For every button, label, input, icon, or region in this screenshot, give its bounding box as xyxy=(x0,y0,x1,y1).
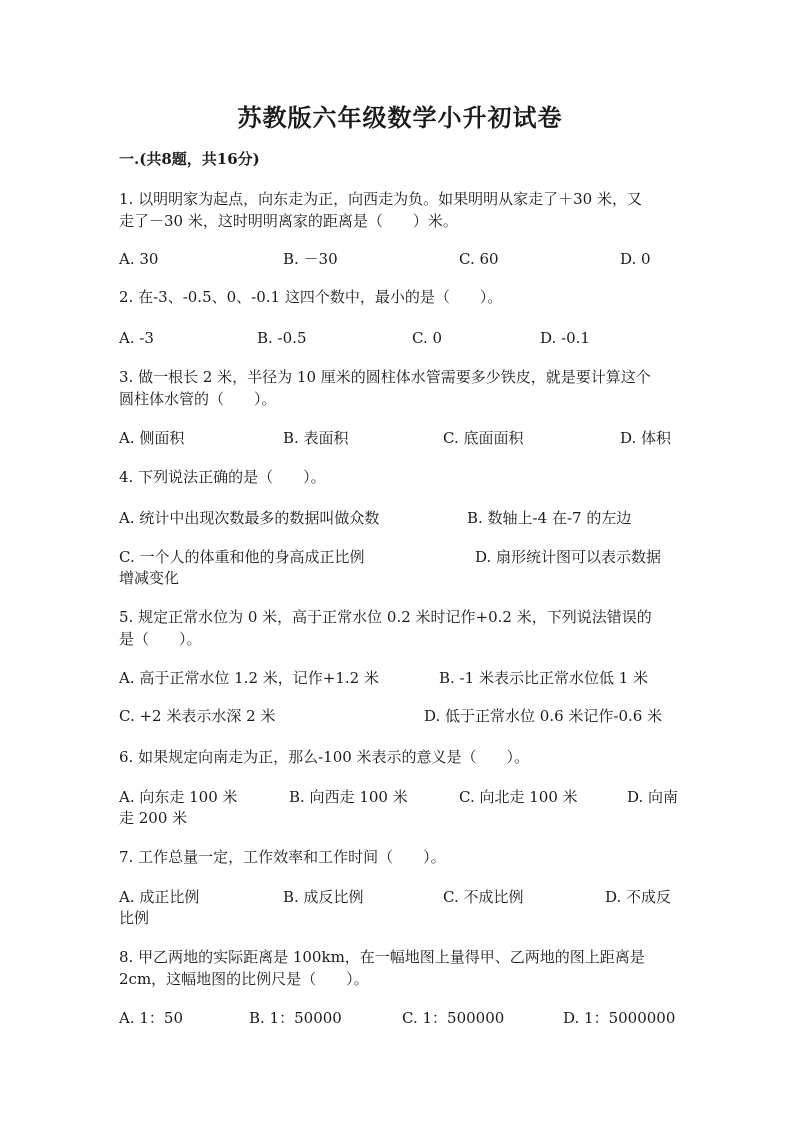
option-b: B. -1 米表示比正常水位低 1 米 xyxy=(439,669,649,687)
question-text: 4. 下列说法正确的是（ ）。 xyxy=(119,468,326,486)
question-1 xyxy=(119,188,679,232)
option-d-continued: 比例 xyxy=(119,909,150,927)
option-c: C. +2 米表示水深 2 米 xyxy=(119,707,276,725)
option-c: C. 向北走 100 米 xyxy=(459,788,578,806)
option-d: D. -0.1 xyxy=(540,329,590,347)
question-3 xyxy=(119,366,679,410)
option-d: D. 体积 xyxy=(620,429,672,447)
question-text: 2. 在-3、-0.5、0、-0.1 这四个数中，最小的是（ ）。 xyxy=(119,288,503,306)
question-text: 3. 做一根长 2 米，半径为 10 厘米的圆柱体水管需要多少铁皮，就是要计算这个 xyxy=(119,368,651,386)
option-a: A. 1：50 xyxy=(119,1009,183,1027)
option-b: B. 成反比例 xyxy=(283,888,364,906)
option-d: D. 扇形统计图可以表示数据 xyxy=(475,548,662,566)
question-text: 8. 甲乙两地的实际距离是 100km，在一幅地图上量得甲、乙两地的图上距离是 xyxy=(119,948,645,966)
option-a: A. 统计中出现次数最多的数据叫做众数 xyxy=(119,509,380,527)
option-a: A. 高于正常水位 1.2 米，记作+1.2 米 xyxy=(119,669,379,687)
option-d-continued: 走 200 米 xyxy=(119,809,188,827)
question-8 xyxy=(119,946,679,990)
option-c: C. 底面面积 xyxy=(443,429,524,447)
option-a: A. 向东走 100 米 xyxy=(119,788,238,806)
page-title: 苏教版六年级数学小升初试卷 xyxy=(237,103,563,132)
section-heading: 一.(共8题，共16分) xyxy=(119,150,260,168)
option-b: B. 1：50000 xyxy=(249,1009,342,1027)
option-a: A. 成正比例 xyxy=(119,888,200,906)
question-7 xyxy=(119,846,679,868)
option-b: B. －30 xyxy=(283,250,338,268)
question-6 xyxy=(119,746,679,768)
option-b: B. -0.5 xyxy=(257,329,307,347)
question-text: 1. 以明明家为起点，向东走为正，向西走为负。如果明明从家走了＋30 米，又 xyxy=(119,190,642,208)
question-text: 是（ ）。 xyxy=(119,630,202,648)
option-d: D. 0 xyxy=(620,250,651,268)
option-c: C. 60 xyxy=(459,250,499,268)
option-c: C. 0 xyxy=(412,329,443,347)
option-b: B. 表面积 xyxy=(283,429,349,447)
question-text: 2cm，这幅地图的比例尺是（ ）。 xyxy=(119,970,369,988)
option-c: C. 1：500000 xyxy=(402,1009,505,1027)
question-5 xyxy=(119,606,679,650)
option-d: D. 向南 xyxy=(627,788,679,806)
option-d: D. 不成反 xyxy=(605,888,672,906)
option-b: B. 数轴上-4 在-7 的左边 xyxy=(467,509,632,527)
question-text: 走了－30 米，这时明明离家的距离是（ ）米。 xyxy=(119,212,458,230)
question-text: 7. 工作总量一定，工作效率和工作时间（ ）。 xyxy=(119,848,446,866)
question-text: 5. 规定正常水位为 0 米，高于正常水位 0.2 米时记作+0.2 米，下列说法错误的 xyxy=(119,608,652,626)
option-a: A. -3 xyxy=(119,329,154,347)
option-c: C. 不成比例 xyxy=(443,888,524,906)
option-d-continued: 增减变化 xyxy=(119,569,180,587)
option-a: A. 30 xyxy=(119,250,159,268)
question-4 xyxy=(119,466,679,488)
option-d: D. 低于正常水位 0.6 米记作-0.6 米 xyxy=(424,707,663,725)
option-d: D. 1：5000000 xyxy=(563,1009,676,1027)
question-2 xyxy=(119,286,679,308)
option-c: C. 一个人的体重和他的身高成正比例 xyxy=(119,548,365,566)
option-a: A. 侧面积 xyxy=(119,429,185,447)
option-b: B. 向西走 100 米 xyxy=(289,788,408,806)
question-text: 6. 如果规定向南走为正，那么-100 米表示的意义是（ ）。 xyxy=(119,748,530,766)
question-text: 圆柱体水管的（ ）。 xyxy=(119,390,277,408)
